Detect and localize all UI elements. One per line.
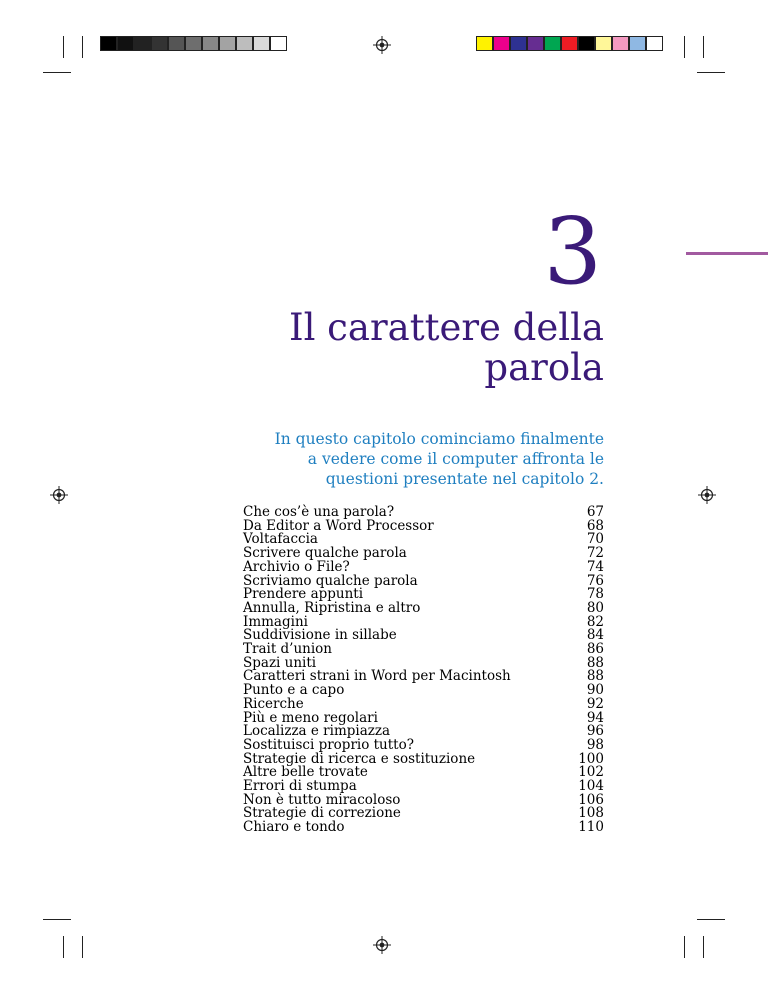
toc-entry-page: 82 <box>586 613 604 630</box>
chapter-title-line-2: parola <box>484 346 604 389</box>
toc-entry-page: 96 <box>586 723 604 740</box>
toc-entry-page: 72 <box>586 545 604 562</box>
toc-entry-title: Strategie di correzione <box>243 805 401 822</box>
crop-mark-bl-v2 <box>82 936 83 958</box>
toc-entry-title: Errori di stumpa <box>243 778 357 795</box>
toc-entry-title: Sostituisci proprio tutto? <box>243 736 414 753</box>
toc-entry-page: 74 <box>586 558 604 575</box>
color-swatch <box>595 36 612 51</box>
toc-entry-page: 78 <box>586 586 604 603</box>
toc-entry-page: 84 <box>586 627 604 644</box>
toc-entry-page: 80 <box>586 599 604 616</box>
color-swatch <box>561 36 578 51</box>
color-swatch <box>578 36 595 51</box>
toc-entry-page: 88 <box>586 668 604 685</box>
color-swatch <box>629 36 646 51</box>
crop-mark-tr-v <box>684 36 685 58</box>
gray-swatch <box>185 36 202 51</box>
toc-entry-page: 67 <box>586 504 604 520</box>
chapter-intro-line-2: a vedere come il computer affronta le <box>307 450 604 468</box>
toc-entry-page: 88 <box>586 654 604 671</box>
toc-entry-title: Che cos’è una parola? <box>243 504 395 520</box>
crop-mark-tl-v <box>63 36 64 58</box>
toc-entry-page: 98 <box>586 736 604 753</box>
color-swatch <box>493 36 510 51</box>
crop-mark-br-h <box>697 919 725 920</box>
crop-mark-br-v2 <box>703 936 704 958</box>
chapter-intro <box>264 429 604 489</box>
color-swatch <box>544 36 561 51</box>
toc-entry-page: 108 <box>578 805 604 822</box>
chapter-title-line-1: Il carattere della <box>288 306 604 349</box>
gray-swatch <box>236 36 253 51</box>
toc-entry-title: Prendere appunti <box>243 586 364 603</box>
toc-entry-page: 92 <box>586 695 604 712</box>
toc-entry-page: 102 <box>578 764 604 781</box>
toc-entry-title: Più e meno regolari <box>243 709 378 726</box>
toc-entry-title: Da Editor a Word Processor <box>243 517 434 534</box>
chapter-intro-line-1: In questo capitolo cominciamo finalmente <box>274 430 604 448</box>
toc-entry <box>243 821 604 835</box>
toc-entry-page: 90 <box>586 682 604 699</box>
registration-mark-left-icon <box>50 486 68 504</box>
gray-swatch <box>151 36 168 51</box>
chapter-number: 3 <box>543 198 602 305</box>
toc-entry-title: Altre belle trovate <box>243 764 368 781</box>
gray-swatch <box>219 36 236 51</box>
toc-entry-title: Caratteri strani in Word per Macintosh <box>243 668 511 685</box>
toc-entry-page: 104 <box>578 778 604 795</box>
gray-color-bar <box>100 36 287 51</box>
crop-mark-tl-h <box>43 72 71 73</box>
crop-mark-tl-v2 <box>82 36 83 58</box>
toc-entry-title: Punto e a capo <box>243 682 345 699</box>
color-swatch <box>612 36 629 51</box>
gray-swatch <box>100 36 117 51</box>
toc-entry-title: Scrivere qualche parola <box>243 545 407 562</box>
toc-entry-title: Scriviamo qualche parola <box>243 572 418 589</box>
toc-entry-page: 68 <box>586 517 604 534</box>
toc-entry-title: Spazi uniti <box>243 654 317 671</box>
color-swatch <box>527 36 544 51</box>
toc-entry-title: Chiaro e tondo <box>243 819 345 836</box>
gray-swatch <box>117 36 134 51</box>
crop-mark-bl-h <box>43 919 71 920</box>
toc-entry-title: Annulla, Ripristina e altro <box>243 599 421 616</box>
toc-entry-title: Suddivisione in sillabe <box>243 627 397 644</box>
toc-entry-title: Trait d’union <box>243 641 333 658</box>
toc-entry-title: Archivio o File? <box>243 558 350 575</box>
toc-entry-page: 86 <box>586 641 604 658</box>
toc-entry-title: Non è tutto miracoloso <box>243 791 401 808</box>
chapter-title <box>204 308 604 388</box>
toc-entry-title: Immagini <box>243 613 308 630</box>
crop-mark-br-v <box>684 936 685 958</box>
gray-swatch <box>168 36 185 51</box>
chapter-intro-line-3: questioni presentate nel capitolo 2. <box>325 470 604 488</box>
gray-swatch <box>270 36 287 51</box>
toc-entry-title: Voltafaccia <box>243 531 318 548</box>
toc-entry-title: Ricerche <box>243 695 304 712</box>
toc-entry-page: 100 <box>578 750 604 767</box>
chapter-rule <box>686 252 768 255</box>
registration-mark-right-icon <box>698 486 716 504</box>
table-of-contents <box>243 506 604 835</box>
color-swatch <box>476 36 493 51</box>
toc-entry-title: Strategie di ricerca e sostituzione <box>243 750 476 767</box>
color-swatch <box>646 36 663 51</box>
toc-entry-page: 106 <box>578 791 604 808</box>
toc-entry-title: Localizza e rimpiazza <box>243 723 391 740</box>
crop-mark-tr-v2 <box>703 36 704 58</box>
color-swatch <box>510 36 527 51</box>
gray-swatch <box>253 36 270 51</box>
toc-entry-page: 76 <box>586 572 604 589</box>
toc-entry-page: 94 <box>586 709 604 726</box>
registration-mark-top-icon <box>373 36 391 54</box>
gray-swatch <box>134 36 151 51</box>
toc-entry-page: 70 <box>586 531 604 548</box>
toc-entry-page: 110 <box>578 819 604 836</box>
process-color-bar <box>476 36 663 51</box>
gray-swatch <box>202 36 219 51</box>
crop-mark-tr-h <box>697 72 725 73</box>
registration-mark-bottom-icon <box>373 936 391 954</box>
crop-mark-bl-v <box>63 936 64 958</box>
